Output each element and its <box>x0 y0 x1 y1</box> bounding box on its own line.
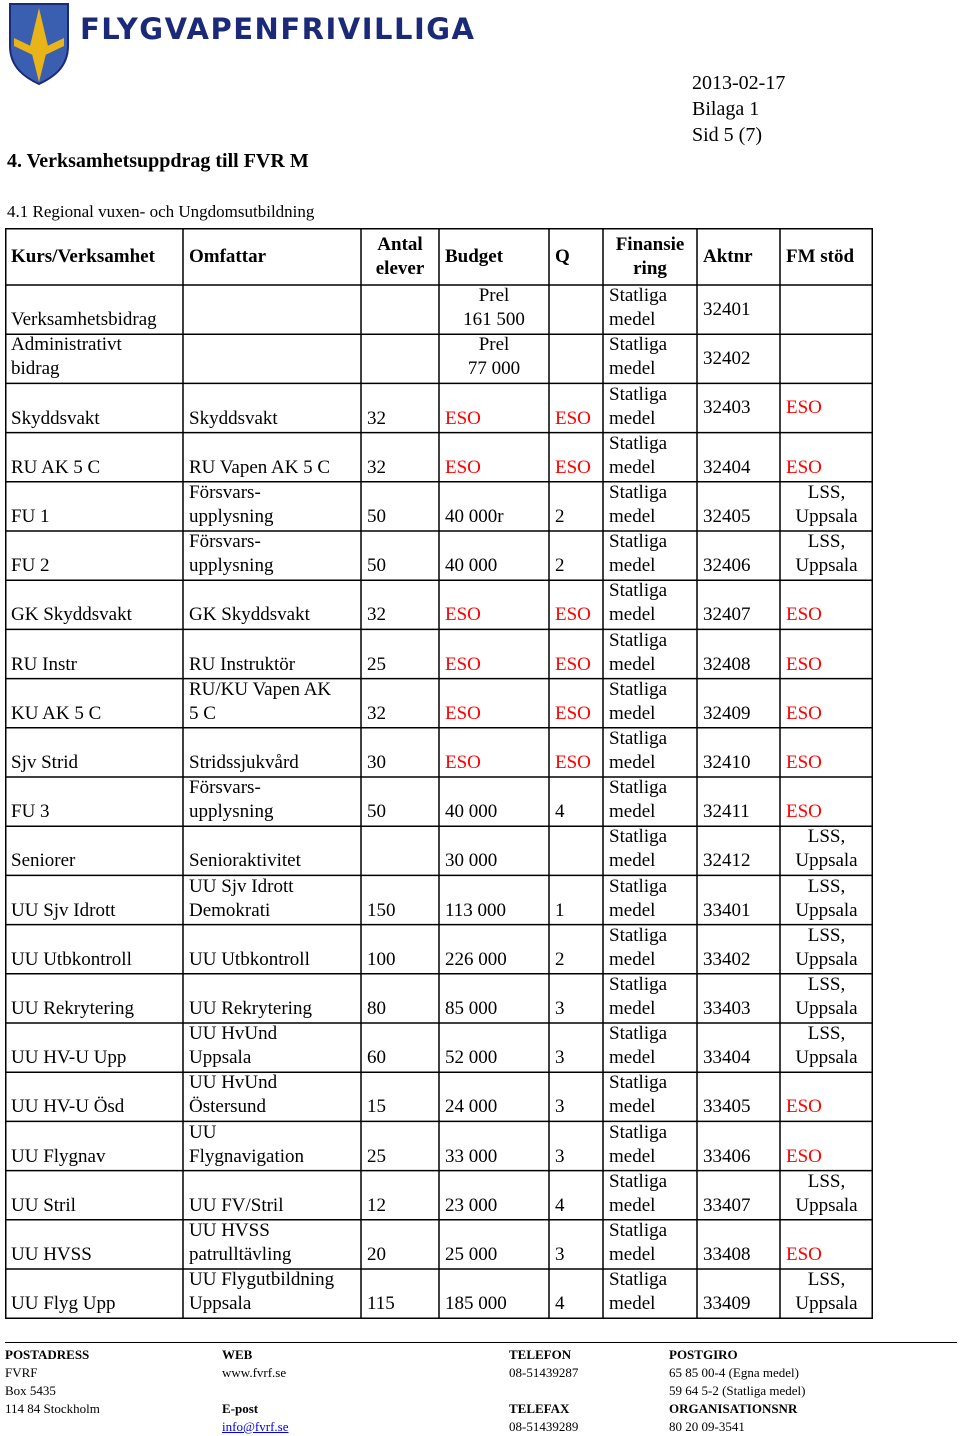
cell-omfattar: RU/KU Vapen AK <box>189 678 332 700</box>
cell-budget: 40 000 <box>445 555 498 577</box>
cell-aktnr: 33406 <box>703 1145 751 1167</box>
cell-omfattar: UU FV/Stril <box>189 1194 284 1216</box>
cell-omfattar: Uppsala <box>189 1293 252 1315</box>
cell-fm-stod: LSS, <box>807 482 846 503</box>
cell-q: 4 <box>555 1194 565 1216</box>
cell-q: 3 <box>555 998 565 1019</box>
cell-aktnr: 33404 <box>703 1047 751 1069</box>
cell-finansiering: medel <box>609 948 656 970</box>
epost-link[interactable]: info@fvrf.se <box>222 1419 289 1434</box>
activity-table <box>5 228 873 1320</box>
cell-budget: 185 000 <box>445 1293 507 1315</box>
orgnr-value: 80 20 09-3541 <box>669 1419 745 1434</box>
column-header-budget: Budget <box>445 245 504 267</box>
cell-aktnr: 32409 <box>703 702 751 724</box>
cell-aktnr: 33403 <box>703 998 751 1019</box>
cell-kurs: bidrag <box>11 358 60 380</box>
cell-fm-stod: Uppsala <box>795 998 858 1019</box>
cell-omfattar: 5 C <box>189 702 216 724</box>
cell-budget: Prel <box>478 334 510 356</box>
column-header-finansiering: ring <box>633 257 667 279</box>
postadress-line: FVRF <box>5 1365 38 1380</box>
cell-omfattar: UU Sjv Idrott <box>189 875 294 897</box>
cell-fm-stod: Uppsala <box>795 1194 858 1216</box>
cell-finansiering: medel <box>609 1047 656 1069</box>
cell-omfattar: RU Instruktör <box>189 653 296 675</box>
cell-aktnr: 33402 <box>703 948 751 970</box>
cell-fm-stod: LSS, <box>807 974 846 995</box>
shield-logo-icon <box>6 2 72 86</box>
cell-q: ESO <box>555 702 591 724</box>
cell-budget: 23 000 <box>445 1194 498 1216</box>
cell-q: 4 <box>555 801 565 823</box>
cell-omfattar: Östersund <box>189 1096 267 1118</box>
cell-omfattar: upplysning <box>189 506 274 527</box>
cell-fm-stod: ESO <box>786 653 822 675</box>
cell-finansiering: medel <box>609 358 656 380</box>
cell-fm-stod: ESO <box>786 397 822 418</box>
cell-fm-stod: Uppsala <box>795 506 858 527</box>
cell-fm-stod: ESO <box>786 801 822 823</box>
cell-kurs: Administrativt <box>11 334 122 356</box>
cell-budget: 226 000 <box>445 948 507 970</box>
cell-budget: ESO <box>445 702 481 724</box>
cell-fm-stod: Uppsala <box>795 899 858 921</box>
cell-q: 4 <box>555 1293 565 1315</box>
cell-omfattar: Uppsala <box>189 1047 252 1069</box>
cell-fm-stod: Uppsala <box>795 555 858 577</box>
cell-budget: Prel <box>478 285 510 307</box>
cell-fm-stod: LSS, <box>807 924 846 946</box>
cell-kurs: RU AK 5 C <box>11 456 101 478</box>
cell-finansiering: Statliga <box>609 629 668 651</box>
cell-omfattar: Försvars- <box>189 531 261 553</box>
attachment-label: Bilaga 1 <box>692 98 760 120</box>
cell-kurs: Seniorer <box>11 850 76 872</box>
cell-omfattar: UU HvUnd <box>189 1023 278 1045</box>
cell-omfattar: UU Utbkontroll <box>189 948 310 970</box>
cell-budget: ESO <box>445 653 481 675</box>
cell-omfattar: Försvars- <box>189 777 261 799</box>
cell-finansiering: Statliga <box>609 777 668 799</box>
cell-fm-stod: ESO <box>786 1244 822 1265</box>
cell-finansiering: medel <box>609 801 656 823</box>
column-header-finansiering: Finansie <box>615 233 685 255</box>
cell-fm-stod: LSS, <box>807 531 846 553</box>
cell-q: ESO <box>555 456 591 478</box>
cell-finansiering: Statliga <box>609 432 668 454</box>
postadress-line: Box 5435 <box>5 1383 56 1398</box>
cell-antal-elever: 100 <box>367 948 396 970</box>
cell-aktnr: 32405 <box>703 506 751 527</box>
orgnr-label: ORGANISATIONSNR <box>669 1401 798 1416</box>
cell-q: ESO <box>555 752 591 773</box>
cell-fm-stod: Uppsala <box>795 850 858 872</box>
cell-finansiering: Statliga <box>609 1170 668 1192</box>
cell-omfattar: Senioraktivitet <box>189 850 301 872</box>
column-header-antal-elever: elever <box>375 257 425 279</box>
cell-finansiering: Statliga <box>609 826 668 848</box>
cell-aktnr: 33407 <box>703 1194 751 1216</box>
cell-kurs: Sjv Strid <box>11 752 79 773</box>
web-label: WEB <box>222 1347 253 1362</box>
cell-aktnr: 33408 <box>703 1244 751 1265</box>
column-header-antal-elever: Antal <box>377 233 423 255</box>
postgiro-line: 65 85 00-4 (Egna medel) <box>669 1365 799 1380</box>
cell-budget: 40 000r <box>445 506 504 527</box>
cell-kurs: Skyddsvakt <box>11 407 100 429</box>
cell-q: 2 <box>555 555 565 577</box>
cell-budget: ESO <box>445 407 481 429</box>
postadress-line: 114 84 Stockholm <box>5 1401 100 1416</box>
cell-finansiering: medel <box>609 653 656 675</box>
cell-fm-stod: ESO <box>786 1096 822 1118</box>
cell-kurs: UU Flyg Upp <box>11 1293 116 1315</box>
cell-kurs: UU Rekrytering <box>11 998 134 1019</box>
column-header-fm-stod: FM stöd <box>786 245 855 267</box>
cell-finansiering: Statliga <box>609 1023 668 1045</box>
cell-aktnr: 32412 <box>703 850 751 872</box>
cell-antal-elever: 32 <box>367 604 386 626</box>
cell-budget: 40 000 <box>445 801 498 823</box>
footer-divider <box>5 1342 957 1343</box>
cell-finansiering: medel <box>609 752 656 773</box>
cell-aktnr: 32407 <box>703 604 751 626</box>
column-header-kurs: Kurs/Verksamhet <box>11 245 155 267</box>
cell-budget: ESO <box>445 752 481 773</box>
cell-omfattar: RU Vapen AK 5 C <box>189 456 331 478</box>
postadress-label: POSTADRESS <box>5 1347 90 1362</box>
cell-q: 3 <box>555 1047 565 1069</box>
column-header-q: Q <box>555 245 570 267</box>
cell-budget: 52 000 <box>445 1047 498 1069</box>
cell-aktnr: 32401 <box>703 298 751 320</box>
cell-omfattar: patrulltävling <box>189 1244 292 1265</box>
cell-antal-elever: 80 <box>367 998 386 1019</box>
telefax-value: 08-51439289 <box>509 1419 579 1434</box>
cell-kurs: UU HV-U Upp <box>11 1047 127 1069</box>
cell-antal-elever: 50 <box>367 555 386 577</box>
cell-aktnr: 33409 <box>703 1293 751 1315</box>
cell-kurs: FU 2 <box>11 555 50 577</box>
cell-antal-elever: 50 <box>367 801 386 823</box>
cell-kurs: UU Utbkontroll <box>11 948 132 970</box>
cell-kurs: UU Stril <box>11 1194 76 1216</box>
cell-aktnr: 32410 <box>703 752 751 773</box>
cell-finansiering: Statliga <box>609 924 668 946</box>
cell-kurs: UU Flygnav <box>11 1145 106 1167</box>
cell-finansiering: Statliga <box>609 334 668 356</box>
cell-finansiering: Statliga <box>609 678 668 700</box>
cell-budget: 24 000 <box>445 1096 498 1118</box>
cell-q: ESO <box>555 407 591 429</box>
cell-budget: ESO <box>445 456 481 478</box>
cell-aktnr: 32406 <box>703 555 751 577</box>
cell-finansiering: Statliga <box>609 875 668 897</box>
cell-kurs: Verksamhetsbidrag <box>11 309 157 331</box>
cell-kurs: GK Skyddsvakt <box>11 604 132 626</box>
cell-antal-elever: 20 <box>367 1244 386 1265</box>
cell-omfattar: Stridssjukvård <box>189 752 299 773</box>
cell-kurs: UU Sjv Idrott <box>11 899 116 921</box>
cell-fm-stod: ESO <box>786 1145 822 1167</box>
cell-omfattar: UU HvUnd <box>189 1072 278 1094</box>
cell-omfattar: UU Rekrytering <box>189 998 312 1019</box>
cell-fm-stod: LSS, <box>807 826 846 848</box>
document-meta <box>692 70 785 148</box>
cell-fm-stod: LSS, <box>807 1269 846 1291</box>
telefax-label: TELEFAX <box>509 1401 570 1416</box>
cell-finansiering: Statliga <box>609 383 668 405</box>
cell-omfattar: upplysning <box>189 555 274 577</box>
cell-fm-stod: Uppsala <box>795 1293 858 1315</box>
cell-finansiering: medel <box>609 1145 656 1167</box>
cell-omfattar: UU <box>189 1121 217 1143</box>
cell-q: 3 <box>555 1096 565 1118</box>
cell-antal-elever: 150 <box>367 899 396 921</box>
cell-finansiering: Statliga <box>609 1220 668 1241</box>
cell-q: 2 <box>555 506 565 527</box>
cell-fm-stod: LSS, <box>807 875 846 897</box>
cell-antal-elever: 25 <box>367 1145 386 1167</box>
cell-finansiering: Statliga <box>609 1121 668 1143</box>
cell-finansiering: Statliga <box>609 728 668 749</box>
cell-kurs: FU 1 <box>11 506 50 527</box>
cell-kurs: UU HVSS <box>11 1244 92 1265</box>
cell-q: 2 <box>555 948 565 970</box>
cell-finansiering: medel <box>609 998 656 1019</box>
cell-budget: 113 000 <box>445 899 507 921</box>
telefon-label: TELEFON <box>509 1347 572 1362</box>
section-title: 4. Verksamhetsuppdrag till FVR M <box>7 150 309 172</box>
cell-budget: 85 000 <box>445 998 498 1019</box>
cell-q: 1 <box>555 899 565 921</box>
postgiro-label: POSTGIRO <box>669 1347 738 1362</box>
cell-aktnr: 32408 <box>703 653 751 675</box>
postgiro-line: 59 64 5-2 (Statliga medel) <box>669 1383 806 1398</box>
cell-finansiering: medel <box>609 1244 656 1265</box>
cell-budget: 77 000 <box>467 358 521 380</box>
cell-budget: 30 000 <box>445 850 498 872</box>
cell-finansiering: medel <box>609 456 656 478</box>
cell-omfattar: Försvars- <box>189 482 261 503</box>
cell-aktnr: 33401 <box>703 899 751 921</box>
cell-finansiering: medel <box>609 1194 656 1216</box>
cell-antal-elever: 32 <box>367 702 386 724</box>
organization-name: FLYGVAPENFRIVILLIGA <box>80 12 476 46</box>
cell-finansiering: medel <box>609 1096 656 1118</box>
cell-finansiering: medel <box>609 407 656 429</box>
cell-aktnr: 33405 <box>703 1096 751 1118</box>
cell-budget: 161 500 <box>463 309 525 331</box>
cell-omfattar: Skyddsvakt <box>189 407 278 429</box>
cell-kurs: KU AK 5 C <box>11 702 102 724</box>
cell-finansiering: Statliga <box>609 531 668 553</box>
cell-kurs: UU HV-U Ösd <box>11 1096 125 1118</box>
cell-finansiering: medel <box>609 850 656 872</box>
cell-fm-stod: LSS, <box>807 1023 846 1045</box>
cell-fm-stod: Uppsala <box>795 948 858 970</box>
cell-aktnr: 32402 <box>703 347 751 369</box>
cell-finansiering: Statliga <box>609 1269 668 1291</box>
subsection-title: 4.1 Regional vuxen- och Ungdomsutbildning <box>7 202 315 221</box>
cell-omfattar: UU Flygutbildning <box>189 1269 335 1291</box>
cell-fm-stod: LSS, <box>807 1170 846 1192</box>
page-footer <box>0 1338 960 1432</box>
cell-omfattar: Flygnavigation <box>189 1145 305 1167</box>
cell-kurs: FU 3 <box>11 801 50 823</box>
cell-antal-elever: 50 <box>367 506 386 527</box>
cell-fm-stod: ESO <box>786 752 822 773</box>
column-header-aktnr: Aktnr <box>703 245 753 267</box>
cell-finansiering: medel <box>609 309 656 331</box>
cell-finansiering: Statliga <box>609 580 668 602</box>
cell-omfattar: Demokrati <box>189 899 271 921</box>
cell-finansiering: Statliga <box>609 482 668 503</box>
cell-omfattar: GK Skyddsvakt <box>189 604 310 626</box>
cell-aktnr: 32404 <box>703 456 751 478</box>
web-link[interactable]: www.fvrf.se <box>222 1365 287 1380</box>
cell-kurs: RU Instr <box>11 653 77 675</box>
cell-antal-elever: 25 <box>367 653 386 675</box>
cell-fm-stod: ESO <box>786 456 822 478</box>
cell-q: 3 <box>555 1244 565 1265</box>
cell-fm-stod: ESO <box>786 604 822 626</box>
cell-antal-elever: 32 <box>367 456 386 478</box>
page-header <box>0 0 960 221</box>
telefon-value: 08-51439287 <box>509 1365 579 1380</box>
cell-budget: 33 000 <box>445 1145 498 1167</box>
cell-fm-stod: ESO <box>786 702 822 724</box>
cell-aktnr: 32411 <box>703 801 750 823</box>
epost-label: E-post <box>222 1401 259 1416</box>
cell-finansiering: medel <box>609 506 656 527</box>
cell-antal-elever: 60 <box>367 1047 386 1069</box>
cell-finansiering: medel <box>609 555 656 577</box>
cell-finansiering: medel <box>609 604 656 626</box>
column-header-omfattar: Omfattar <box>189 245 267 267</box>
cell-q: ESO <box>555 604 591 626</box>
cell-antal-elever: 15 <box>367 1096 386 1118</box>
cell-aktnr: 32403 <box>703 397 751 418</box>
cell-fm-stod: Uppsala <box>795 1047 858 1069</box>
cell-budget: 25 000 <box>445 1244 498 1265</box>
cell-omfattar: upplysning <box>189 801 274 823</box>
cell-omfattar: UU HVSS <box>189 1220 270 1241</box>
cell-finansiering: Statliga <box>609 974 668 995</box>
cell-finansiering: Statliga <box>609 1072 668 1094</box>
cell-antal-elever: 115 <box>367 1293 395 1315</box>
cell-finansiering: Statliga <box>609 285 668 307</box>
document-date: 2013-02-17 <box>692 72 786 94</box>
page-indicator: Sid 5 (7) <box>692 124 762 146</box>
cell-q: 3 <box>555 1145 565 1167</box>
cell-finansiering: medel <box>609 899 656 921</box>
cell-budget: ESO <box>445 604 481 626</box>
cell-finansiering: medel <box>609 702 656 724</box>
cell-antal-elever: 30 <box>367 752 386 773</box>
cell-q: ESO <box>555 653 591 675</box>
cell-antal-elever: 32 <box>367 407 386 429</box>
cell-antal-elever: 12 <box>367 1194 386 1216</box>
cell-finansiering: medel <box>609 1293 656 1315</box>
